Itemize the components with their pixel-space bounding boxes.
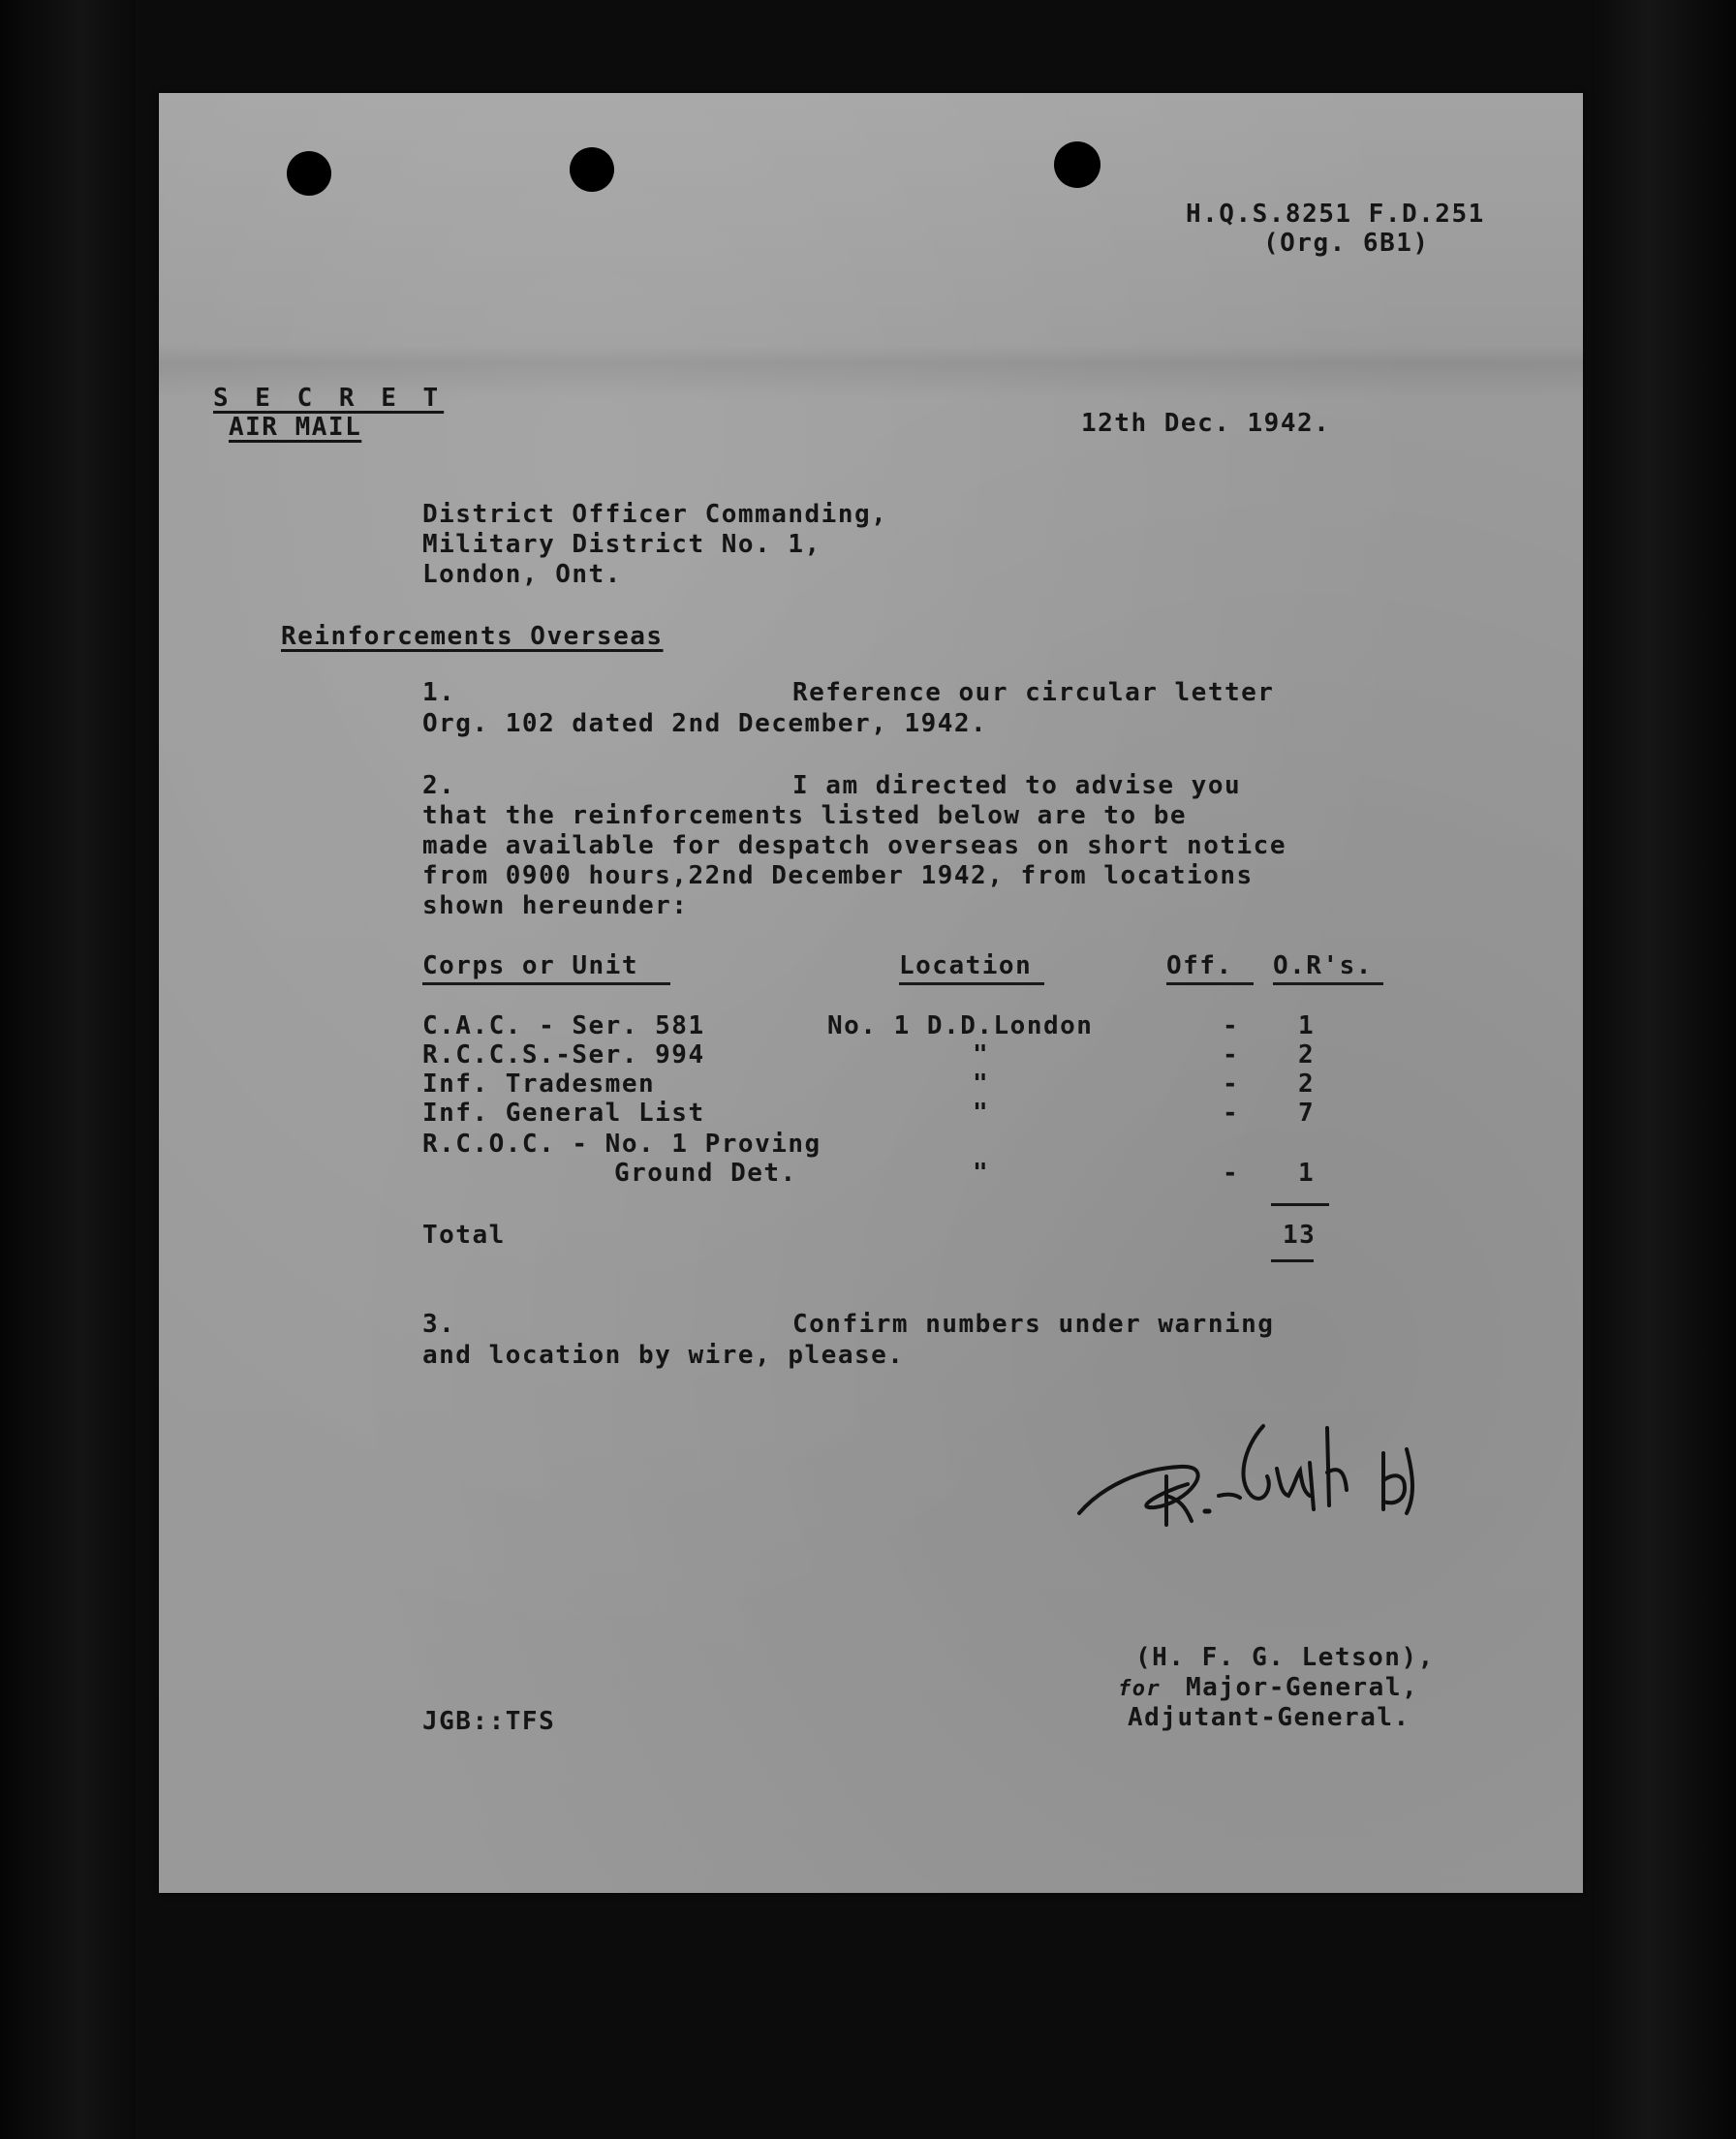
table-cell-officers: -: [1223, 1159, 1240, 1188]
paragraph-text: and location by wire, please.: [422, 1341, 905, 1370]
document-page: [159, 93, 1583, 1893]
table-cell-location: ": [973, 1099, 990, 1128]
header-underline: [899, 982, 1044, 985]
punch-hole: [1054, 141, 1100, 188]
recipient-line: Military District No. 1,: [422, 530, 822, 559]
table-cell-other-ranks: 1: [1298, 1159, 1316, 1188]
header-underline: [422, 982, 670, 985]
paragraph-text: Confirm numbers under warning: [792, 1310, 1275, 1339]
paragraph-text: made available for despatch overseas on short notice: [422, 831, 1286, 860]
signature-line: (H. F. G. Letson),: [1135, 1643, 1435, 1672]
table-cell-unit: Inf. Tradesmen: [422, 1070, 656, 1099]
delivery-label: AIR MAIL: [229, 413, 362, 442]
paragraph-text: shown hereunder:: [422, 891, 689, 920]
table-cell-other-ranks: 7: [1298, 1099, 1316, 1128]
table-cell-other-ranks: 1: [1298, 1011, 1316, 1040]
paragraph-text: that the reinforcements listed below are to be: [422, 801, 1188, 830]
paragraph-number: 2.: [422, 771, 456, 800]
file-reference: H.Q.S.8251 F.D.251: [1186, 200, 1485, 229]
org-reference: (Org. 6B1): [1263, 229, 1430, 258]
header-underline: [1273, 982, 1383, 985]
table-cell-unit: R.C.C.S.-Ser. 994: [422, 1040, 705, 1070]
table-cell-officers: -: [1223, 1099, 1240, 1128]
signature-line: Adjutant-General.: [1128, 1703, 1410, 1732]
letter-date: 12th Dec. 1942.: [1081, 409, 1331, 438]
table-cell-unit: Ground Det.: [614, 1159, 797, 1188]
paragraph-text: Reference our circular letter: [792, 678, 1275, 707]
for-mark: for: [1118, 1677, 1162, 1701]
table-header-unit: Corps or Unit: [422, 951, 638, 980]
total-label: Total: [422, 1221, 506, 1250]
total-rule-bottom: [1271, 1259, 1314, 1262]
table-cell-location: ": [973, 1159, 990, 1188]
table-header-location: Location: [899, 951, 1033, 980]
table-cell-other-ranks: 2: [1298, 1040, 1316, 1070]
header-underline: [1166, 982, 1254, 985]
punch-hole: [570, 147, 614, 192]
typist-initials: JGB::TFS: [422, 1707, 556, 1736]
film-edge-right: [1591, 0, 1736, 2139]
recipient-line: District Officer Commanding,: [422, 500, 888, 529]
signature-line: Major-General,: [1186, 1673, 1419, 1702]
table-cell-officers: -: [1223, 1070, 1240, 1099]
table-header-other-ranks: O.R's.: [1273, 951, 1373, 980]
table-cell-other-ranks: 2: [1298, 1070, 1316, 1099]
table-cell-unit: R.C.O.C. - No. 1 Proving: [422, 1130, 822, 1159]
table-cell-unit: C.A.C. - Ser. 581: [422, 1011, 705, 1040]
total-value: 13: [1283, 1221, 1317, 1250]
table-cell-officers: -: [1223, 1011, 1240, 1040]
total-rule-top: [1271, 1203, 1329, 1206]
subject-line: Reinforcements Overseas: [281, 622, 664, 651]
table-cell-officers: -: [1223, 1040, 1240, 1070]
table-cell-location: ": [973, 1040, 990, 1070]
paragraph-text: I am directed to advise you: [792, 771, 1242, 800]
classification-label: S E C R E T: [213, 384, 445, 413]
paragraph-number: 1.: [422, 678, 456, 707]
paragraph-number: 3.: [422, 1310, 456, 1339]
paragraph-text: Org. 102 dated 2nd December, 1942.: [422, 709, 988, 738]
paragraph-text: from 0900 hours,22nd December 1942, from locations: [422, 861, 1254, 890]
punch-hole: [287, 151, 331, 196]
table-cell-location: ": [973, 1070, 990, 1099]
table-cell-location: No. 1 D.D.London: [827, 1011, 1094, 1040]
table-header-officers: Off.: [1166, 951, 1233, 980]
film-edge-left: [0, 0, 136, 2139]
table-cell-unit: Inf. General List: [422, 1099, 705, 1128]
recipient-line: London, Ont.: [422, 560, 622, 589]
handwritten-signature: [1073, 1399, 1442, 1544]
